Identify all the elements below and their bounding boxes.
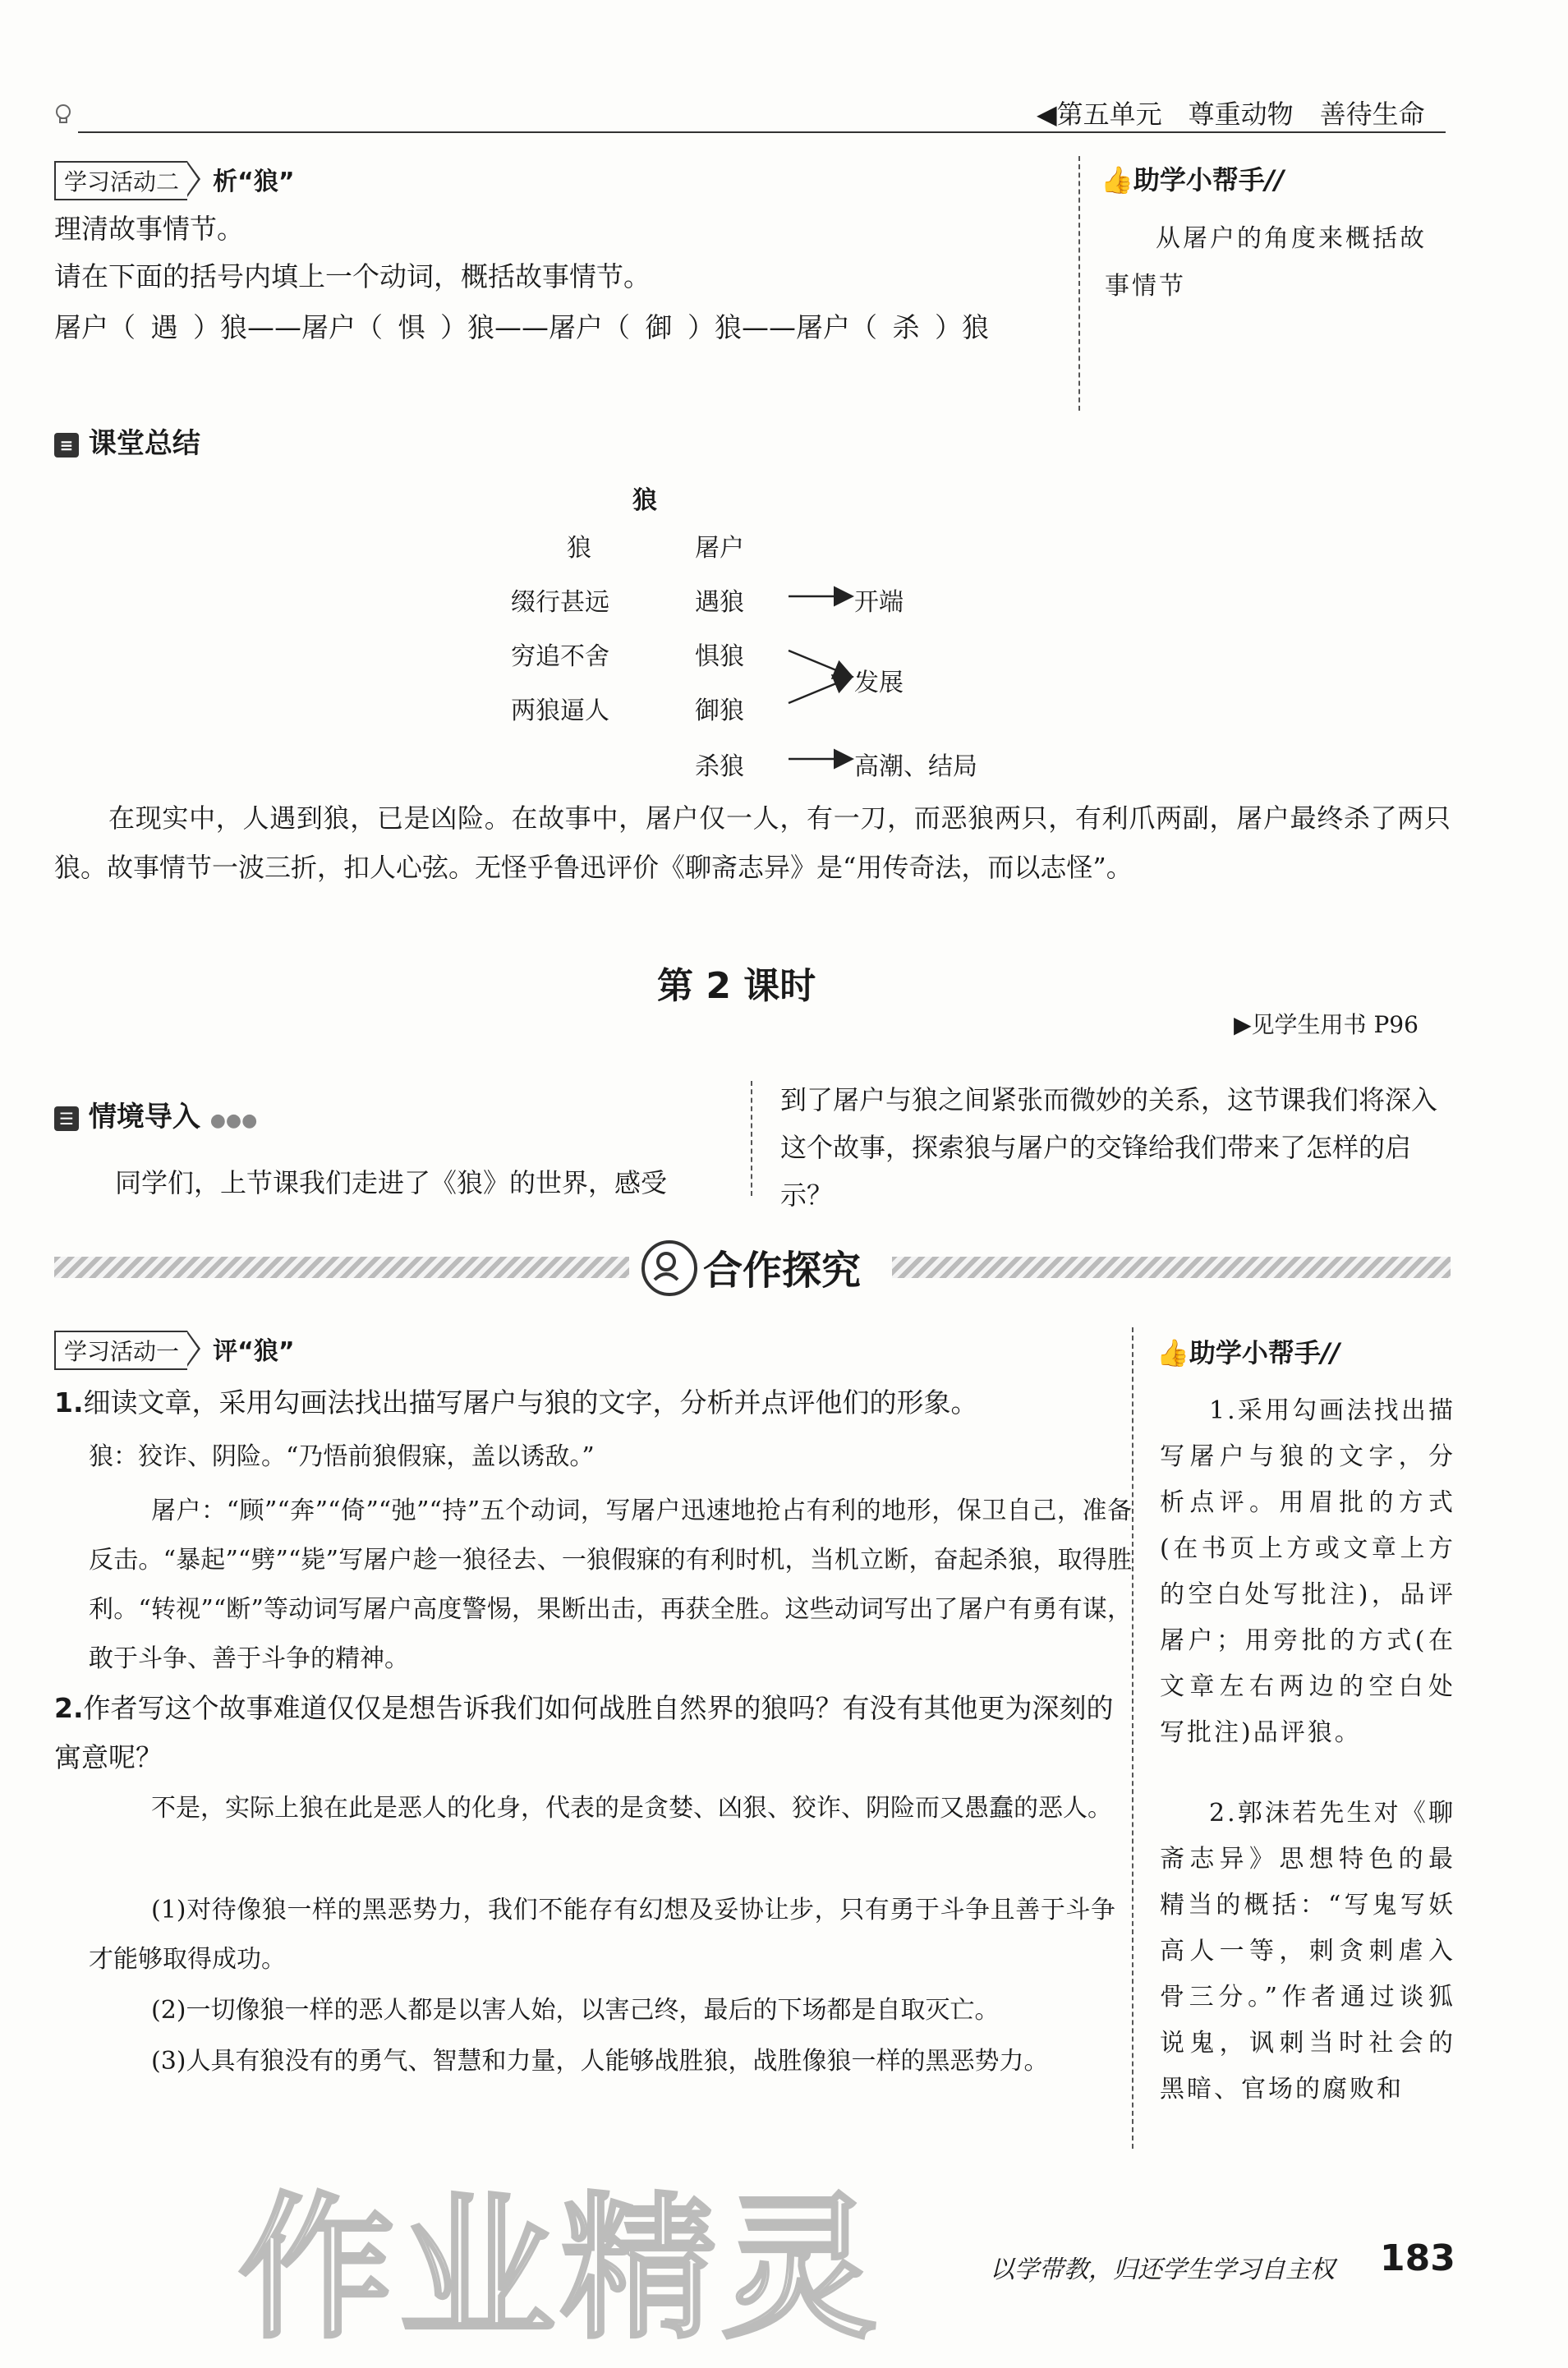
header-breadcrumb: ◀第五单元 尊重动物 善待生命 (1037, 99, 1425, 130)
activity1-title: 评“狼” (213, 1337, 295, 1366)
lesson2-title: 第 2 课时 (657, 965, 816, 1007)
blank-answer: 惧 (398, 311, 425, 343)
activity2-heading (54, 161, 295, 200)
a2-p2: (2)一切像狼一样的恶人都是以害人始，以害己终，最后的下场都是自取灭亡。 (151, 1996, 1000, 2025)
intro-right-text: 到了屠户与狼之间紧张而微妙的关系，这节课我们将深入这个故事，探索狼与屠户的交锋给我们带来了怎样的启示？ (780, 1084, 1438, 1211)
summary-paragraph: 在现实中，人遇到狼，已是凶险。在故事中，屠户仅一人，有一刀，而恶狼两只，有利爪两副，屠户最终杀了两只狼。故事情节一波三折，扣人心弦。无怪乎鲁迅评价《聊斋志异》是“用传奇法，而以志怪”。 (54, 802, 1451, 883)
activity2-title: 析“狼” (213, 168, 295, 196)
activity2-line1: 理清故事情节。 (54, 213, 244, 245)
activity1-label: 学习活动一 (54, 1331, 187, 1370)
dots-icon: ●●● (209, 1110, 258, 1131)
lesson2-ref: ▶见学生用书 P96 (1234, 1011, 1419, 1038)
helper1-text: 从屠户的角度来概括故事情节 (1105, 224, 1427, 301)
helper1-divider (1078, 156, 1080, 411)
blank-answer: 御 (645, 311, 673, 343)
helper2-p1: 1.采用勾画法找出描写屠户与狼的文字，分析点评。用眉批的方式(在书页上方或文章上方的空白处写批注)，品评屠户；用旁批的方式(在文章左右两边的空白处写批注)品评狼。 (1160, 1396, 1455, 1747)
a1-wolf: 狼：狡诈、阴险。“乃悟前狼假寐，盖以诱敌。” (89, 1442, 595, 1471)
header-rule (78, 131, 1446, 133)
thumbs-up-icon: 👍 (1156, 1337, 1189, 1368)
diagram-col2-head: 屠户 (695, 534, 744, 563)
helper2-p2: 2.郭沫若先生对《聊斋志异》思想特色的最精当的概括：“写鬼写妖高人一等，刺贪刺虐入骨三分。”作者通过谈狐说鬼，讽刺当时社会的黑暗、官场的腐败和 (1160, 1799, 1455, 2104)
activity2-label: 学习活动二 (54, 161, 187, 200)
diagram-butcher-4: 杀狼 (695, 752, 744, 781)
triangle-right-icon: ▶ (1234, 1011, 1252, 1038)
footer-slogan: 以学带教，归还学生学习自主权 (990, 2255, 1335, 2284)
helper2-divider (1132, 1327, 1133, 2149)
blank-answer: 杀 (892, 311, 920, 343)
a1-butcher: 屠户：“顾”“奔”“倚”“弛”“持”五个动词，写屠户迅速地抢占有利的地形，保卫自己，准备反击。“暴起”“劈”“毙”写屠户趁一狼径去、一狼假寐的有利时机，当机立断，奋起杀狼，取得胜利。“转视”“断”等动词写屠户高度警惕，果断出击，再获全胜。这些动词写出了屠户有勇有谋，敢于斗争、善于斗争的精神。 (89, 1497, 1132, 1673)
intro-heading: ☰ 情境导入 ●●● (54, 1094, 257, 1134)
diagram-stage-3: 高潮、结局 (854, 752, 977, 781)
diagram-col1-head: 狼 (567, 534, 591, 563)
watermark: 作业精灵 (238, 2178, 883, 2360)
diagram-root: 狼 (632, 486, 657, 515)
activity1-heading (54, 1331, 295, 1370)
page-number: 183 (1380, 2237, 1455, 2279)
diagram-wolf-3: 两狼逼人 (511, 697, 609, 725)
diagram-butcher-1: 遇狼 (695, 588, 744, 617)
helper2-heading: 👍助学小帮手// (1156, 1337, 1340, 1368)
intro-divider (751, 1081, 752, 1196)
intro-left-text: 同学们，上节课我们走进了《狼》的世界，感受 (115, 1167, 668, 1198)
a2-intro: 不是，实际上狼在此是恶人的化身，代表的是贪婪、凶狠、狡诈、阴险而又愚蠢的恶人。 (151, 1794, 1112, 1823)
diagram-butcher-2: 惧狼 (695, 642, 744, 671)
diagram-stage-2: 发展 (854, 669, 904, 697)
summary-icon: ≡ (54, 433, 79, 458)
blank-answer: 遇 (150, 311, 178, 343)
thumbs-up-icon: 👍 (1101, 164, 1133, 195)
diagram-stage-1: 开端 (854, 588, 904, 617)
helper1-heading: 👍助学小帮手// (1101, 164, 1285, 195)
section-banner (54, 1232, 1451, 1298)
bulb-icon (54, 103, 72, 125)
a2-p3: (3)人具有狼没有的勇气、智慧和力量，人能够战胜狼，战胜像狼一样的黑恶势力。 (151, 2047, 1049, 2076)
diagram-wolf-2: 穷追不舍 (511, 642, 609, 671)
triangle-left-icon: ◀ (1037, 99, 1057, 130)
activity2-line2: 请在下面的括号内填上一个动词，概括故事情节。 (54, 260, 651, 292)
diagram-arrows (780, 575, 862, 772)
summary-heading: ≡ 课堂总结 (54, 421, 200, 461)
diagram-butcher-3: 御狼 (695, 697, 744, 725)
activity2-blanks: 屠户（ 遇 ）狼——屠户（ 惧 ）狼——屠户（ 御 ）狼——屠户（ 杀 ）狼 (54, 310, 989, 346)
q2: 2.作者写这个故事难道仅仅是想告诉我们如何战胜自然界的狼吗？有没有其他更为深刻的寓意呢？ (54, 1692, 1114, 1773)
q1: 1.细读文章，采用勾画法找出描写屠户与狼的文字，分析并点评他们的形象。 (54, 1386, 978, 1419)
chat-icon: ☰ (54, 1106, 79, 1131)
a2-p1: (1)对待像狼一样的黑恶势力，我们不能存有幻想及妥协让步，只有勇于斗争且善于斗争才能够取得成功。 (89, 1896, 1115, 1974)
section-banner-title: 合作探究 (703, 1248, 862, 1294)
diagram-wolf-1: 缀行甚远 (511, 588, 609, 617)
search-people-icon (641, 1240, 697, 1296)
